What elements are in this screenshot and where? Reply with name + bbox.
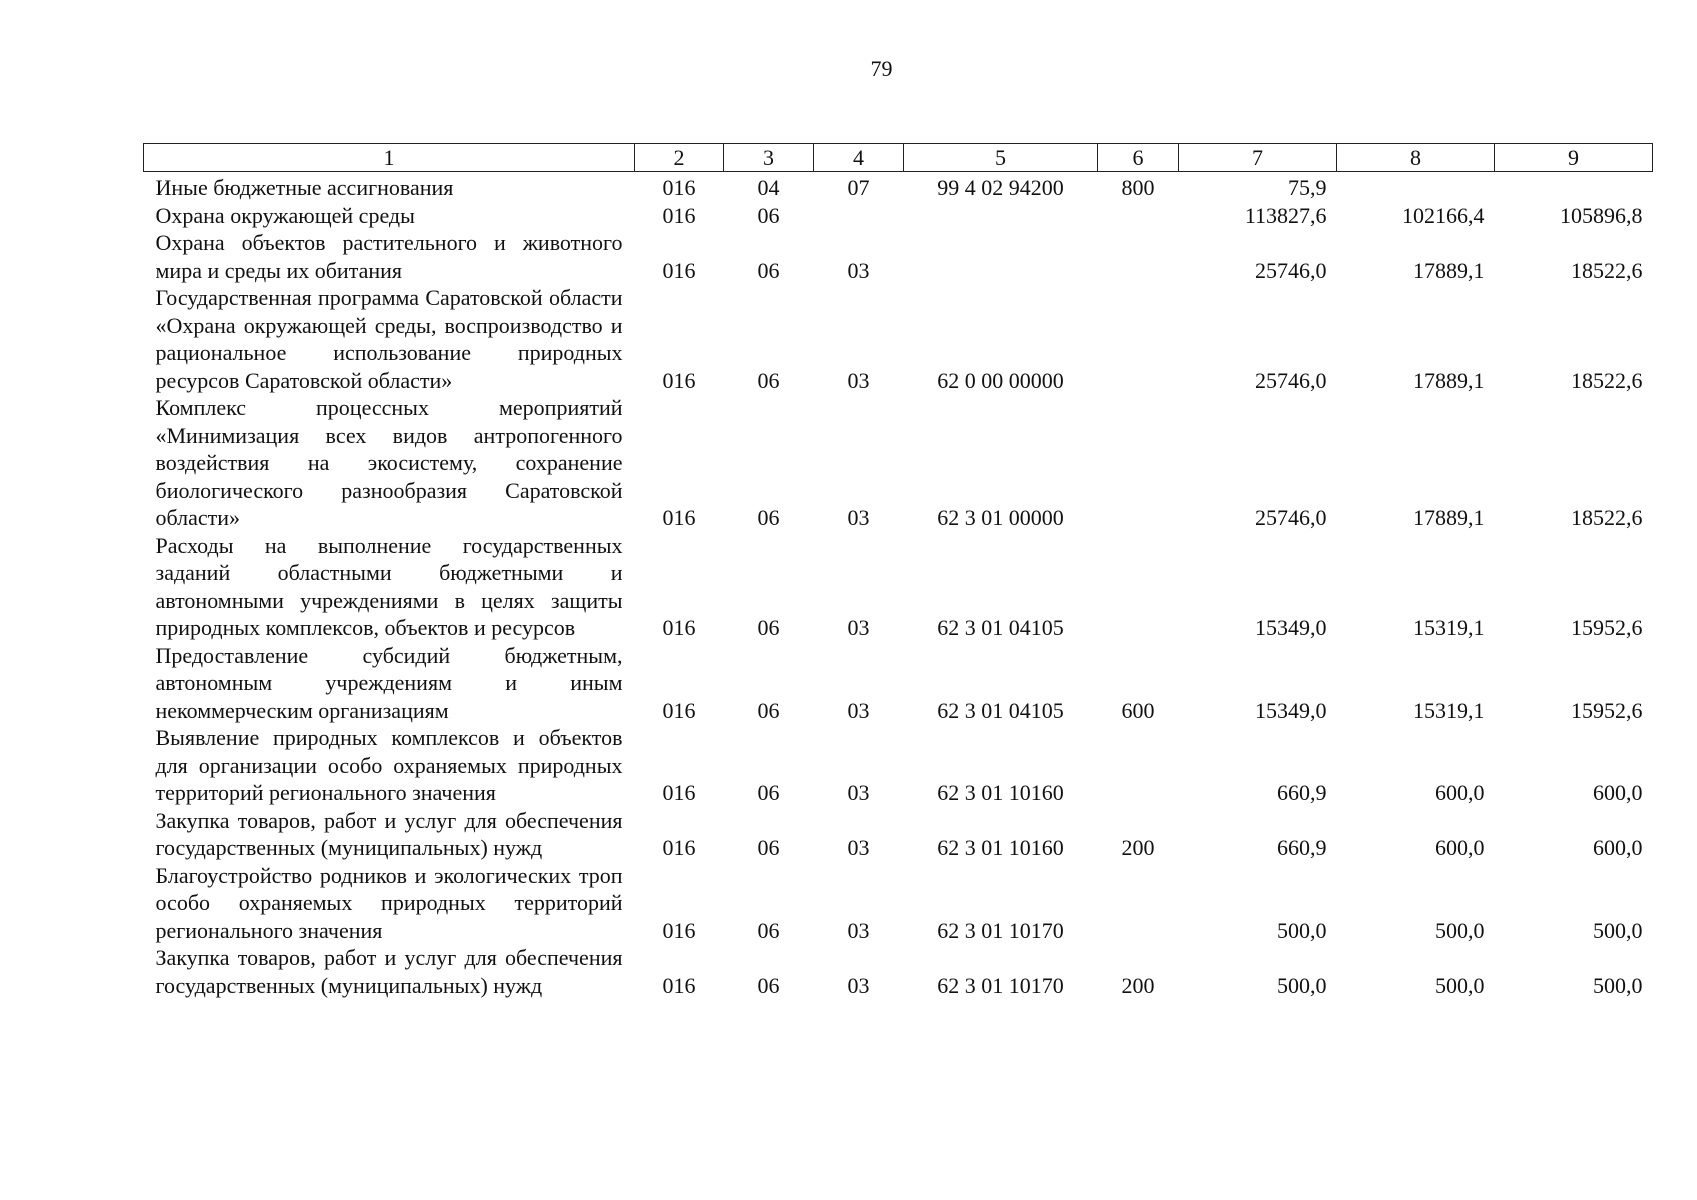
table-row <box>144 642 1653 725</box>
row-gr: 016 <box>662 505 696 530</box>
row-vr <box>1098 862 1179 945</box>
row-y3: 15952,6 <box>1571 615 1643 640</box>
header-cell-7: 7 <box>1179 144 1337 172</box>
row-vr <box>1098 229 1179 284</box>
row-y2: 15319,1 <box>1413 615 1485 640</box>
row-pr: 03 <box>847 780 870 805</box>
row-csr: 62 3 01 04105 <box>937 615 1064 640</box>
row-csr: 99 4 02 94200 <box>937 175 1064 200</box>
table-row <box>144 724 1653 807</box>
row-name: Иные бюджетные ассигнования <box>155 175 454 200</box>
row-gr: 016 <box>662 780 696 805</box>
row-y1: 660,9 <box>1277 780 1327 805</box>
row-name: Благоустройство родников и экологических троп особо охраняемых природных территорий регионального значения <box>155 862 623 943</box>
row-gr: 016 <box>662 697 696 723</box>
row-gr: 016 <box>662 972 696 998</box>
header-cell-1: 1 <box>144 144 635 172</box>
row-vr <box>1098 284 1179 394</box>
row-y3: 500,0 <box>1593 972 1643 998</box>
row-y1: 25746,0 <box>1255 257 1327 283</box>
row-pr: 03 <box>847 697 870 723</box>
table-row <box>144 532 1653 642</box>
row-rz: 06 <box>757 917 780 943</box>
row-y1: 75,9 <box>1288 175 1327 200</box>
row-gr: 016 <box>662 367 696 393</box>
row-csr: 62 3 01 10160 <box>937 835 1064 860</box>
table-row <box>144 862 1653 945</box>
row-gr: 016 <box>662 202 696 228</box>
table-row <box>144 202 1653 230</box>
row-gr: 016 <box>662 175 696 200</box>
row-rz: 06 <box>757 697 780 723</box>
row-pr: 03 <box>847 615 870 640</box>
row-rz: 06 <box>757 780 780 805</box>
row-vr: 200 <box>1121 972 1155 998</box>
table-row <box>144 807 1653 862</box>
row-gr: 016 <box>662 257 696 283</box>
row-name: Предоставление субсидий бюджетным, автономным учреждениям и иным некоммерческим организациям <box>155 642 623 723</box>
row-csr: 62 3 01 04105 <box>937 697 1064 723</box>
header-cell-4: 4 <box>814 144 904 172</box>
row-y1: 15349,0 <box>1255 615 1327 640</box>
row-name: Охрана объектов растительного и животного мира и среды их обитания <box>155 230 623 283</box>
row-rz: 06 <box>757 972 780 998</box>
row-pr: 03 <box>847 505 870 530</box>
header-row <box>144 144 1653 172</box>
row-y3 <box>1495 172 1653 202</box>
row-name: Охрана окружающей среды <box>155 202 415 228</box>
row-pr: 03 <box>847 835 870 860</box>
row-y2: 17889,1 <box>1413 257 1485 283</box>
row-csr: 62 3 01 10160 <box>937 780 1064 805</box>
row-rz: 06 <box>757 257 780 283</box>
row-pr: 03 <box>847 917 870 943</box>
row-name: Комплекс процессных мероприятий «Минимизация всех видов антропогенного воздействия на экосистему, сохранение биологического разнообразия Саратовской области» <box>155 395 623 530</box>
row-y1: 25746,0 <box>1255 505 1327 530</box>
row-y3: 15952,6 <box>1571 697 1643 723</box>
table-row <box>144 944 1653 999</box>
row-y2: 102166,4 <box>1402 202 1485 228</box>
row-y3: 18522,6 <box>1571 505 1643 530</box>
row-y1: 500,0 <box>1277 972 1327 998</box>
row-vr <box>1098 532 1179 642</box>
row-y3: 500,0 <box>1593 917 1643 943</box>
row-y2: 500,0 <box>1435 917 1485 943</box>
row-y2: 600,0 <box>1435 780 1485 805</box>
header-cell-5: 5 <box>904 144 1098 172</box>
row-pr: 03 <box>847 367 870 393</box>
row-pr: 03 <box>847 257 870 283</box>
row-y1: 15349,0 <box>1255 697 1327 723</box>
row-y2: 17889,1 <box>1413 367 1485 393</box>
row-name: Расходы на выполнение государственных заданий областными бюджетными и автономными учреждениями в целях защиты природных комплексов, объектов и ресурсов <box>155 532 623 640</box>
row-csr: 62 3 01 00000 <box>937 505 1064 530</box>
row-y3: 105896,8 <box>1560 202 1643 228</box>
row-rz: 04 <box>757 175 780 200</box>
row-vr <box>1098 394 1179 532</box>
row-y2: 500,0 <box>1435 972 1485 998</box>
row-name: Закупка товаров, работ и услуг для обеспечения государственных (муниципальных) нужд <box>155 945 623 998</box>
row-y3: 600,0 <box>1593 780 1643 805</box>
row-gr: 016 <box>662 917 696 943</box>
row-csr <box>904 229 1098 284</box>
row-rz: 06 <box>757 615 780 640</box>
row-y3: 18522,6 <box>1571 257 1643 283</box>
row-vr: 200 <box>1121 835 1155 860</box>
row-y1: 25746,0 <box>1255 367 1327 393</box>
page-number: 79 <box>870 56 893 81</box>
row-pr: 07 <box>847 175 870 200</box>
table-row <box>144 284 1653 394</box>
row-rz: 06 <box>757 505 780 530</box>
row-rz: 06 <box>757 202 780 228</box>
row-y2: 17889,1 <box>1413 505 1485 530</box>
header-cell-9: 9 <box>1495 144 1653 172</box>
header-cell-2: 2 <box>635 144 724 172</box>
row-csr: 62 3 01 10170 <box>937 972 1064 998</box>
row-y3: 600,0 <box>1593 835 1643 860</box>
row-y1: 113827,6 <box>1244 202 1327 228</box>
row-pr <box>814 202 904 230</box>
header-cell-8: 8 <box>1337 144 1495 172</box>
header-cell-6: 6 <box>1098 144 1179 172</box>
row-y1: 500,0 <box>1277 917 1327 943</box>
row-pr: 03 <box>847 972 870 998</box>
row-gr: 016 <box>662 835 696 860</box>
row-csr: 62 3 01 10170 <box>937 917 1064 943</box>
header-cell-3: 3 <box>724 144 814 172</box>
row-name: Закупка товаров, работ и услуг для обеспечения государственных (муниципальных) нужд <box>155 807 623 860</box>
row-vr: 800 <box>1121 175 1155 200</box>
row-rz: 06 <box>757 367 780 393</box>
row-y2: 600,0 <box>1435 835 1485 860</box>
row-y2 <box>1337 172 1495 202</box>
row-y3: 18522,6 <box>1571 367 1643 393</box>
row-gr: 016 <box>662 615 696 640</box>
row-vr <box>1098 202 1179 230</box>
row-y2: 15319,1 <box>1413 697 1485 723</box>
row-vr: 600 <box>1121 697 1155 723</box>
row-name: Выявление природных комплексов и объектов для организации особо охраняемых природных территорий регионального значения <box>155 725 623 805</box>
table-row <box>144 394 1653 532</box>
budget-table <box>143 143 1653 999</box>
table-row <box>144 172 1653 202</box>
row-vr <box>1098 724 1179 807</box>
row-y1: 660,9 <box>1277 835 1327 860</box>
row-name: Государственная программа Саратовской области «Охрана окружающей среды, воспроизводство и рациональное использование природных ресурсов Саратовской области» <box>155 285 623 393</box>
table-row <box>144 229 1653 284</box>
row-rz: 06 <box>757 835 780 860</box>
row-csr: 62 0 00 00000 <box>937 367 1064 393</box>
row-csr <box>904 202 1098 230</box>
